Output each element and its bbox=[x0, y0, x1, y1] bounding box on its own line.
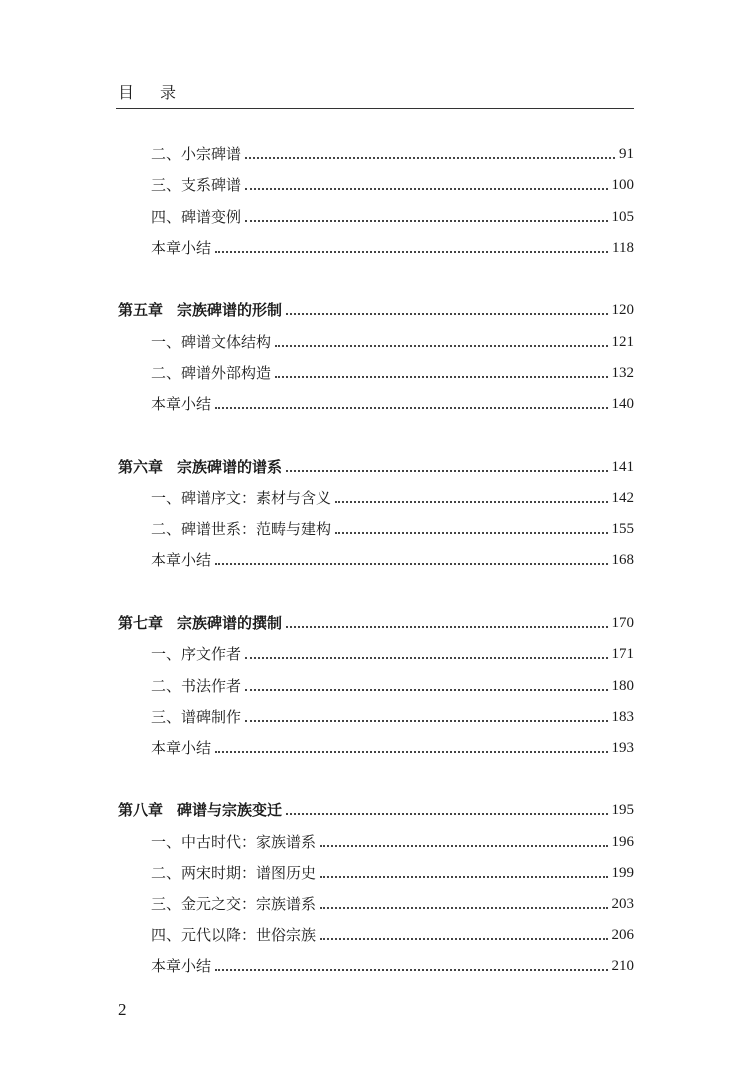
dot-leader bbox=[275, 345, 607, 347]
toc-entry[interactable] bbox=[151, 393, 634, 415]
toc-entry[interactable] bbox=[151, 174, 634, 196]
toc-chapter-entry[interactable] bbox=[118, 299, 634, 321]
toc-entry-title: 本章小结 bbox=[151, 239, 212, 257]
toc-page-number: 170 bbox=[611, 615, 634, 631]
dot-leader bbox=[245, 720, 607, 722]
toc-chapter-entry[interactable] bbox=[118, 612, 634, 634]
toc-entry-title: 本章小结 bbox=[151, 551, 212, 569]
toc-page-number: 195 bbox=[611, 802, 634, 818]
dot-leader bbox=[215, 969, 607, 971]
dot-leader bbox=[286, 470, 607, 472]
dot-leader bbox=[245, 188, 607, 190]
toc-entry[interactable] bbox=[151, 331, 634, 353]
toc-entry[interactable] bbox=[151, 862, 634, 884]
toc-page-number: 155 bbox=[611, 521, 634, 537]
toc-entry[interactable] bbox=[151, 237, 634, 259]
toc-page-number: 196 bbox=[611, 834, 634, 850]
toc-page-number: 193 bbox=[611, 740, 634, 756]
chapter-title: 碑谱与宗族变迁 bbox=[177, 801, 283, 819]
toc-entry-title: 三、金元之交：宗族谱系 bbox=[151, 895, 317, 913]
toc-chapter-entry[interactable] bbox=[118, 799, 634, 821]
page-number: 2 bbox=[118, 1000, 127, 1019]
toc-entry[interactable] bbox=[151, 143, 634, 165]
toc-page-number: 105 bbox=[611, 209, 634, 225]
toc-page-number: 141 bbox=[611, 459, 634, 475]
dot-leader bbox=[320, 907, 607, 909]
dot-leader bbox=[286, 813, 607, 815]
toc-page-number: 142 bbox=[611, 490, 634, 506]
toc-page-number: 210 bbox=[611, 958, 634, 974]
toc-entry-title: 一、序文作者 bbox=[151, 645, 242, 663]
toc-entry-title: 二、碑谱世系：范畴与建构 bbox=[151, 520, 332, 538]
toc-page-number: 199 bbox=[611, 865, 634, 881]
toc-page-number: 132 bbox=[611, 365, 634, 381]
toc-entry[interactable] bbox=[151, 737, 634, 759]
dot-leader bbox=[335, 501, 607, 503]
dot-leader bbox=[275, 376, 607, 378]
toc-chapter-entry[interactable] bbox=[118, 456, 634, 478]
toc-entry-title: 三、支系碑谱 bbox=[151, 176, 242, 194]
toc-page-number: 91 bbox=[619, 146, 634, 162]
toc-page-number: 206 bbox=[611, 927, 634, 943]
toc-entry[interactable] bbox=[151, 955, 634, 977]
dot-leader bbox=[245, 657, 607, 659]
toc-entry-title: 二、书法作者 bbox=[151, 677, 242, 695]
toc-page-number: 100 bbox=[611, 177, 634, 193]
dot-leader bbox=[320, 938, 607, 940]
toc-page-number: 121 bbox=[611, 334, 634, 350]
toc-page-number: 183 bbox=[611, 709, 634, 725]
toc-page-number: 168 bbox=[611, 552, 634, 568]
toc-page-number: 120 bbox=[611, 302, 634, 318]
dot-leader bbox=[245, 220, 607, 222]
dot-leader bbox=[320, 845, 607, 847]
toc-entry[interactable] bbox=[151, 487, 634, 509]
dot-leader bbox=[335, 532, 607, 534]
chapter-title: 宗族碑谱的形制 bbox=[177, 301, 283, 319]
toc-page-number: 180 bbox=[611, 678, 634, 694]
toc-entry-title: 一、碑谱序文：素材与含义 bbox=[151, 489, 332, 507]
toc-entry-title: 二、碑谱外部构造 bbox=[151, 364, 272, 382]
chapter-number: 第六章 bbox=[118, 458, 164, 476]
toc-entry[interactable] bbox=[151, 518, 634, 540]
toc-entry-title: 四、碑谱变例 bbox=[151, 208, 242, 226]
chapter-number: 第八章 bbox=[118, 801, 164, 819]
chapter-number: 第五章 bbox=[118, 301, 164, 319]
toc-entry[interactable] bbox=[151, 675, 634, 697]
dot-leader bbox=[320, 876, 607, 878]
running-header: 目录 bbox=[118, 83, 203, 102]
toc-entry[interactable] bbox=[151, 362, 634, 384]
toc-page-number: 118 bbox=[612, 240, 634, 256]
toc-entry-title: 一、中古时代：家族谱系 bbox=[151, 833, 317, 851]
toc-page-number: 140 bbox=[611, 396, 634, 412]
chapter-title: 宗族碑谱的谱系 bbox=[177, 458, 283, 476]
dot-leader bbox=[286, 313, 607, 315]
dot-leader bbox=[286, 626, 607, 628]
chapter-number: 第七章 bbox=[118, 614, 164, 632]
toc-entry-title: 本章小结 bbox=[151, 957, 212, 975]
toc-entry[interactable] bbox=[151, 706, 634, 728]
dot-leader bbox=[215, 407, 607, 409]
toc-entry-title: 本章小结 bbox=[151, 395, 212, 413]
toc-entry[interactable] bbox=[151, 206, 634, 228]
toc-page-number: 203 bbox=[611, 896, 634, 912]
dot-leader bbox=[215, 251, 608, 253]
dot-leader bbox=[245, 689, 607, 691]
toc-entry[interactable] bbox=[151, 893, 634, 915]
dot-leader bbox=[215, 751, 607, 753]
toc-entry-title: 一、碑谱文体结构 bbox=[151, 333, 272, 351]
toc-entry[interactable] bbox=[151, 924, 634, 946]
toc-entry[interactable] bbox=[151, 549, 634, 571]
toc-entry[interactable] bbox=[151, 831, 634, 853]
toc-entry-title: 本章小结 bbox=[151, 739, 212, 757]
toc-page-number: 171 bbox=[611, 646, 634, 662]
toc-entry-title: 四、元代以降：世俗宗族 bbox=[151, 926, 317, 944]
chapter-title: 宗族碑谱的撰制 bbox=[177, 614, 283, 632]
dot-leader bbox=[245, 157, 615, 159]
toc-entry-title: 三、谱碑制作 bbox=[151, 708, 242, 726]
toc-entry-title: 二、两宋时期：谱图历史 bbox=[151, 864, 317, 882]
toc-entry-title: 二、小宗碑谱 bbox=[151, 145, 242, 163]
toc-entry[interactable] bbox=[151, 643, 634, 665]
dot-leader bbox=[215, 563, 607, 565]
